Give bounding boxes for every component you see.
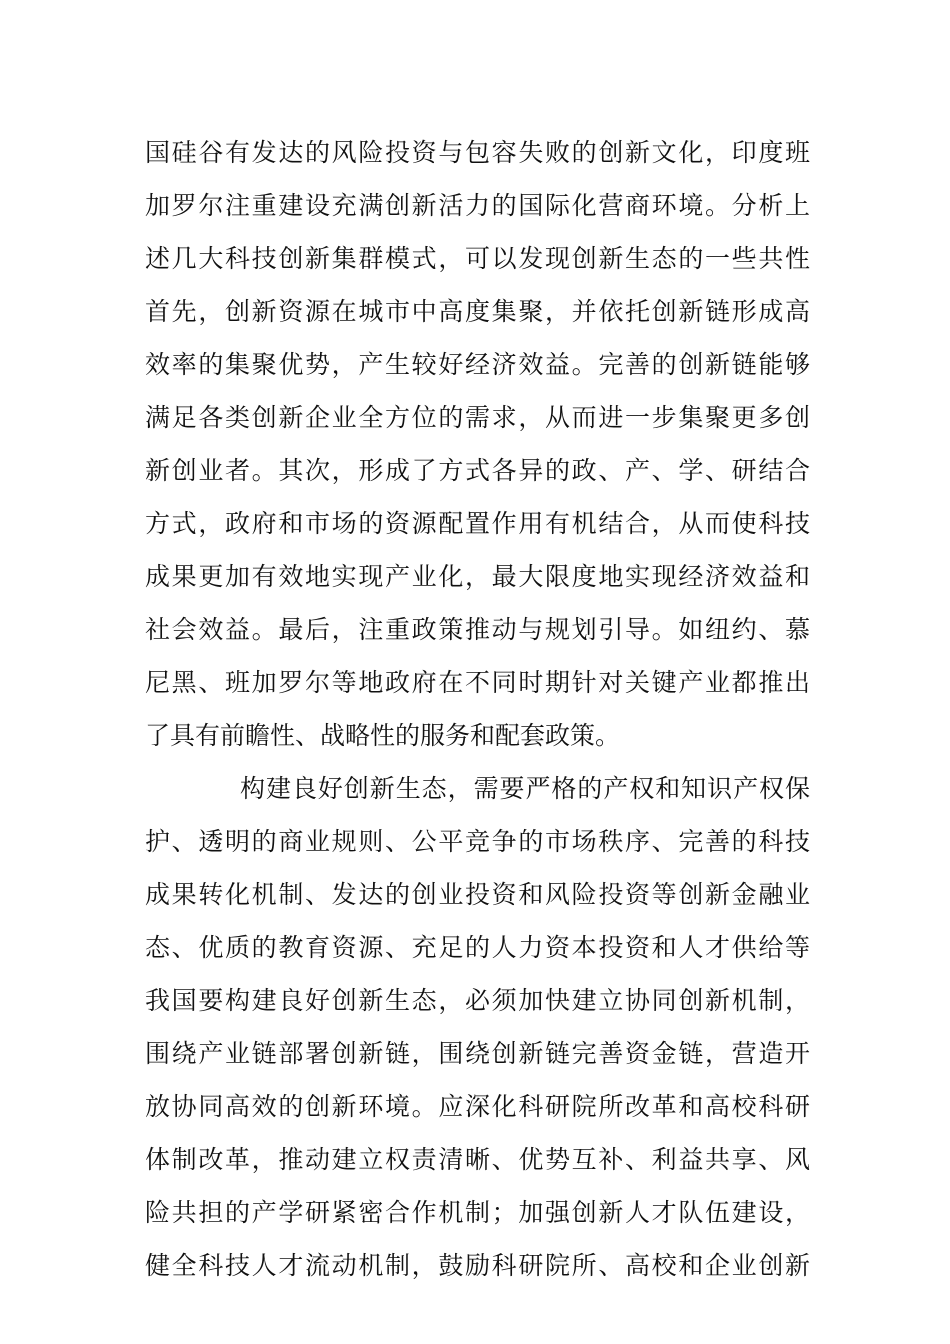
text-line-19: 放协同高效的创新环境。应深化科研院所改革和高校科研: [145, 1092, 810, 1121]
text-line-20: 体制改革，推动建立权责清晰、优势互补、利益共享、风: [145, 1145, 810, 1174]
text-line-17: 我国要构建良好创新生态，必须加快建立协同创新机制，: [145, 986, 810, 1015]
text-line-15: 成果转化机制、发达的创业投资和风险投资等创新金融业: [145, 880, 810, 909]
text-line-14: 护、透明的商业规则、公平竞争的市场秩序、完善的科技: [145, 827, 810, 856]
text-line-16: 态、优质的教育资源、充足的人力资本投资和人才供给等: [145, 933, 810, 962]
text-line-3: 述几大科技创新集群模式，可以发现创新生态的一些共性: [145, 244, 810, 273]
text-line-22: 健全科技人才流动机制，鼓励科研院所、高校和企业创新: [145, 1251, 810, 1280]
text-line-5: 效率的集聚优势，产生较好经济效益。完善的创新链能够: [145, 350, 810, 379]
text-line-12: 了具有前瞻性、战略性的服务和配套政策。: [145, 721, 621, 750]
text-line-6: 满足各类创新企业全方位的需求，从而进一步集聚更多创: [145, 403, 810, 432]
text-line-7: 新创业者。其次，形成了方式各异的政、产、学、研结合: [145, 456, 810, 485]
text-line-21: 险共担的产学研紧密合作机制；加强创新人才队伍建设，: [145, 1198, 810, 1227]
text-line-9: 成果更加有效地实现产业化，最大限度地实现经济效益和: [145, 562, 810, 591]
paragraph-2-first-line: 构建良好创新生态，需要严格的产权和知识产权保: [240, 774, 810, 803]
text-line-10: 社会效益。最后，注重政策推动与规划引导。如纽约、慕: [145, 615, 810, 644]
text-line-11: 尼黑、班加罗尔等地政府在不同时期针对关键产业都推出: [145, 668, 810, 697]
text-line-18: 围绕产业链部署创新链，围绕创新链完善资金链，营造开: [145, 1039, 810, 1068]
text-line-1: 国硅谷有发达的风险投资与包容失败的创新文化，印度班: [145, 138, 810, 167]
text-line-8: 方式，政府和市场的资源配置作用有机结合，从而使科技: [145, 509, 810, 538]
text-line-2: 加罗尔注重建设充满创新活力的国际化营商环境。分析上: [145, 191, 810, 220]
text-line-4: 首先，创新资源在城市中高度集聚，并依托创新链形成高: [145, 297, 810, 326]
